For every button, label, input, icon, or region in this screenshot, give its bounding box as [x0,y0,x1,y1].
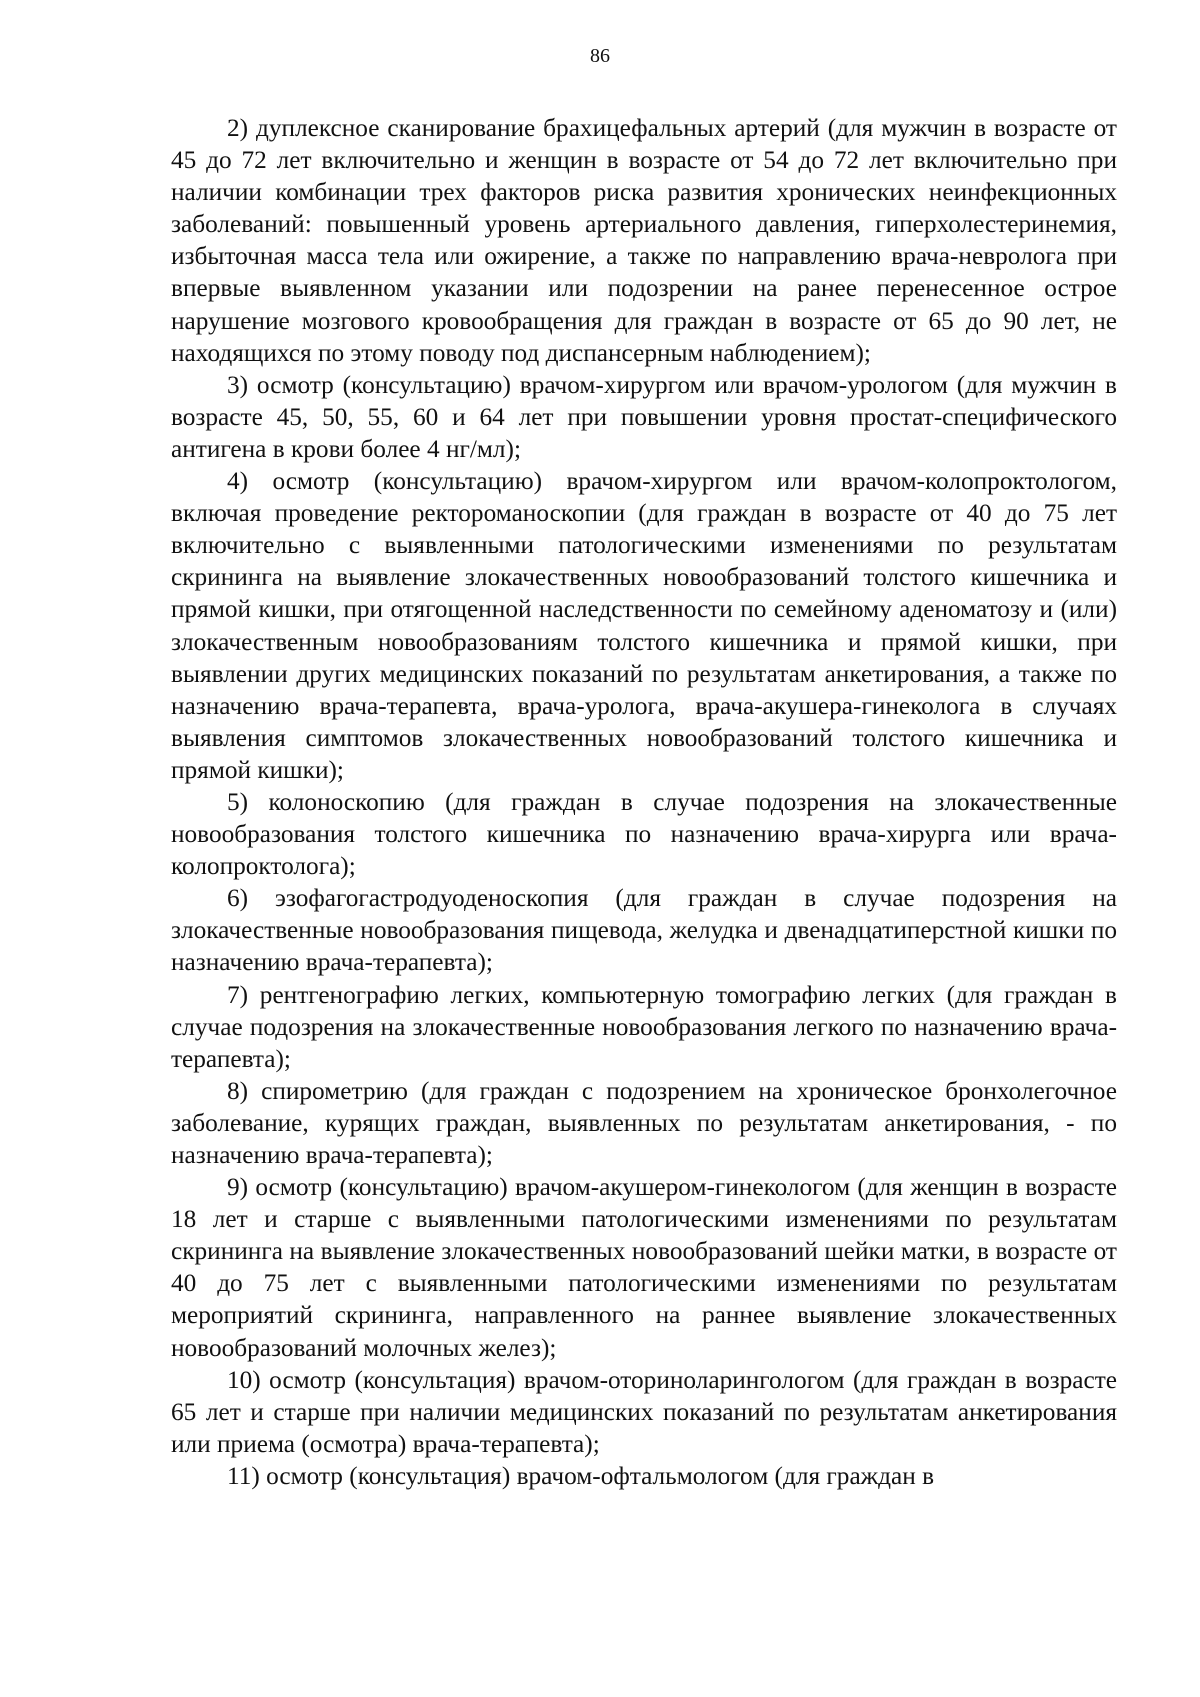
paragraph-item-11: 11) осмотр (консультация) врачом-офтальмологом (для граждан в [227,1461,935,1490]
paragraph-item-2: 2) дуплексное сканирование брахицефальных артерий (для мужчин в возрасте от 45 до 72 лет включительно и женщин в возрасте от 54 до 72 лет включительно при наличии комбинации трех факторов риска развития хронических неинфекционных заболеваний: повышенный уровень артериального давления, гиперхолестеринемия, избыточная масса тела или ожирение, а также по направлению врача-невролога при впервые выявленном указании или подозрении на ранее перенесенное острое нарушение мозгового кровообращения для граждан в возрасте от 65 до 90 лет, не находящихся по этому поводу под диспансерным наблюдением); [171,114,1117,367]
paragraph-item-3: 3) осмотр (консультацию) врачом-хирургом или врачом-урологом (для мужчин в возрасте 45, 50, 55, 60 и 64 лет при повышении уровня простат-специфического антигена в крови более 4 нг/мл); [171,370,1117,463]
paragraph-item-5: 5) колоноскопию (для граждан в случае подозрения на злокачественные новообразования толстого кишечника по назначению врача-хирурга или врача-колопроктолога); [171,787,1117,881]
paragraph-item-7: 7) рентгенографию легких, компьютерную томографию легких (для граждан в случае подозрения на злокачественные новообразования легкого по назначению врача-терапевта); [171,980,1117,1073]
document-body [171,112,1117,1492]
paragraph-item-4: 4) осмотр (консультацию) врачом-хирургом или врачом-колопроктологом, включая проведение ректороманоскопии (для граждан в возрасте от 40 до 75 лет включительно с выявленными патологическими изменениями по результатам скрининга на выявление злокачественных новообразований толстого кишечника и прямой кишки, при отягощенной наследственности по семейному аденоматозу и (или) злокачественным новообразованиям толстого кишечника и прямой кишки, при выявлении других медицинских показаний по результатам анкетирования, а также по назначению врача-терапевта, врача-уролога, врача-акушера-гинеколога в случаях выявления симптомов злокачественных новообразований толстого кишечника и прямой кишки); [171,467,1117,784]
paragraph-item-6: 6) эзофагогастродуоденоскопия (для граждан в случае подозрения на злокачественные новообразования пищевода, желудка и двенадцатиперстной кишки по назначению врача-терапевта); [171,884,1117,977]
paragraph-item-10: 10) осмотр (консультация) врачом-оториноларингологом (для граждан в возрасте 65 лет и старше при наличии медицинских показаний по результатам анкетирования или приема (осмотра) врача-терапевта); [171,1365,1117,1458]
page-number: 86 [590,45,610,67]
paragraph-item-9: 9) осмотр (консультацию) врачом-акушером-гинекологом (для женщин в возрасте 18 лет и старше с выявленными патологическими изменениями по результатам скрининга на выявление злокачественных новообразований шейки матки, в возрасте от 40 до 75 лет с выявленными патологическими изменениями по результатам мероприятий скрининга, направленного на раннее выявление злокачественных новообразований молочных желез); [171,1173,1117,1362]
paragraph-item-8: 8) спирометрию (для граждан с подозрением на хроническое бронхолегочное заболевание, курящих граждан, выявленных по результатам анкетирования, - по назначению врача-терапевта); [171,1076,1117,1169]
